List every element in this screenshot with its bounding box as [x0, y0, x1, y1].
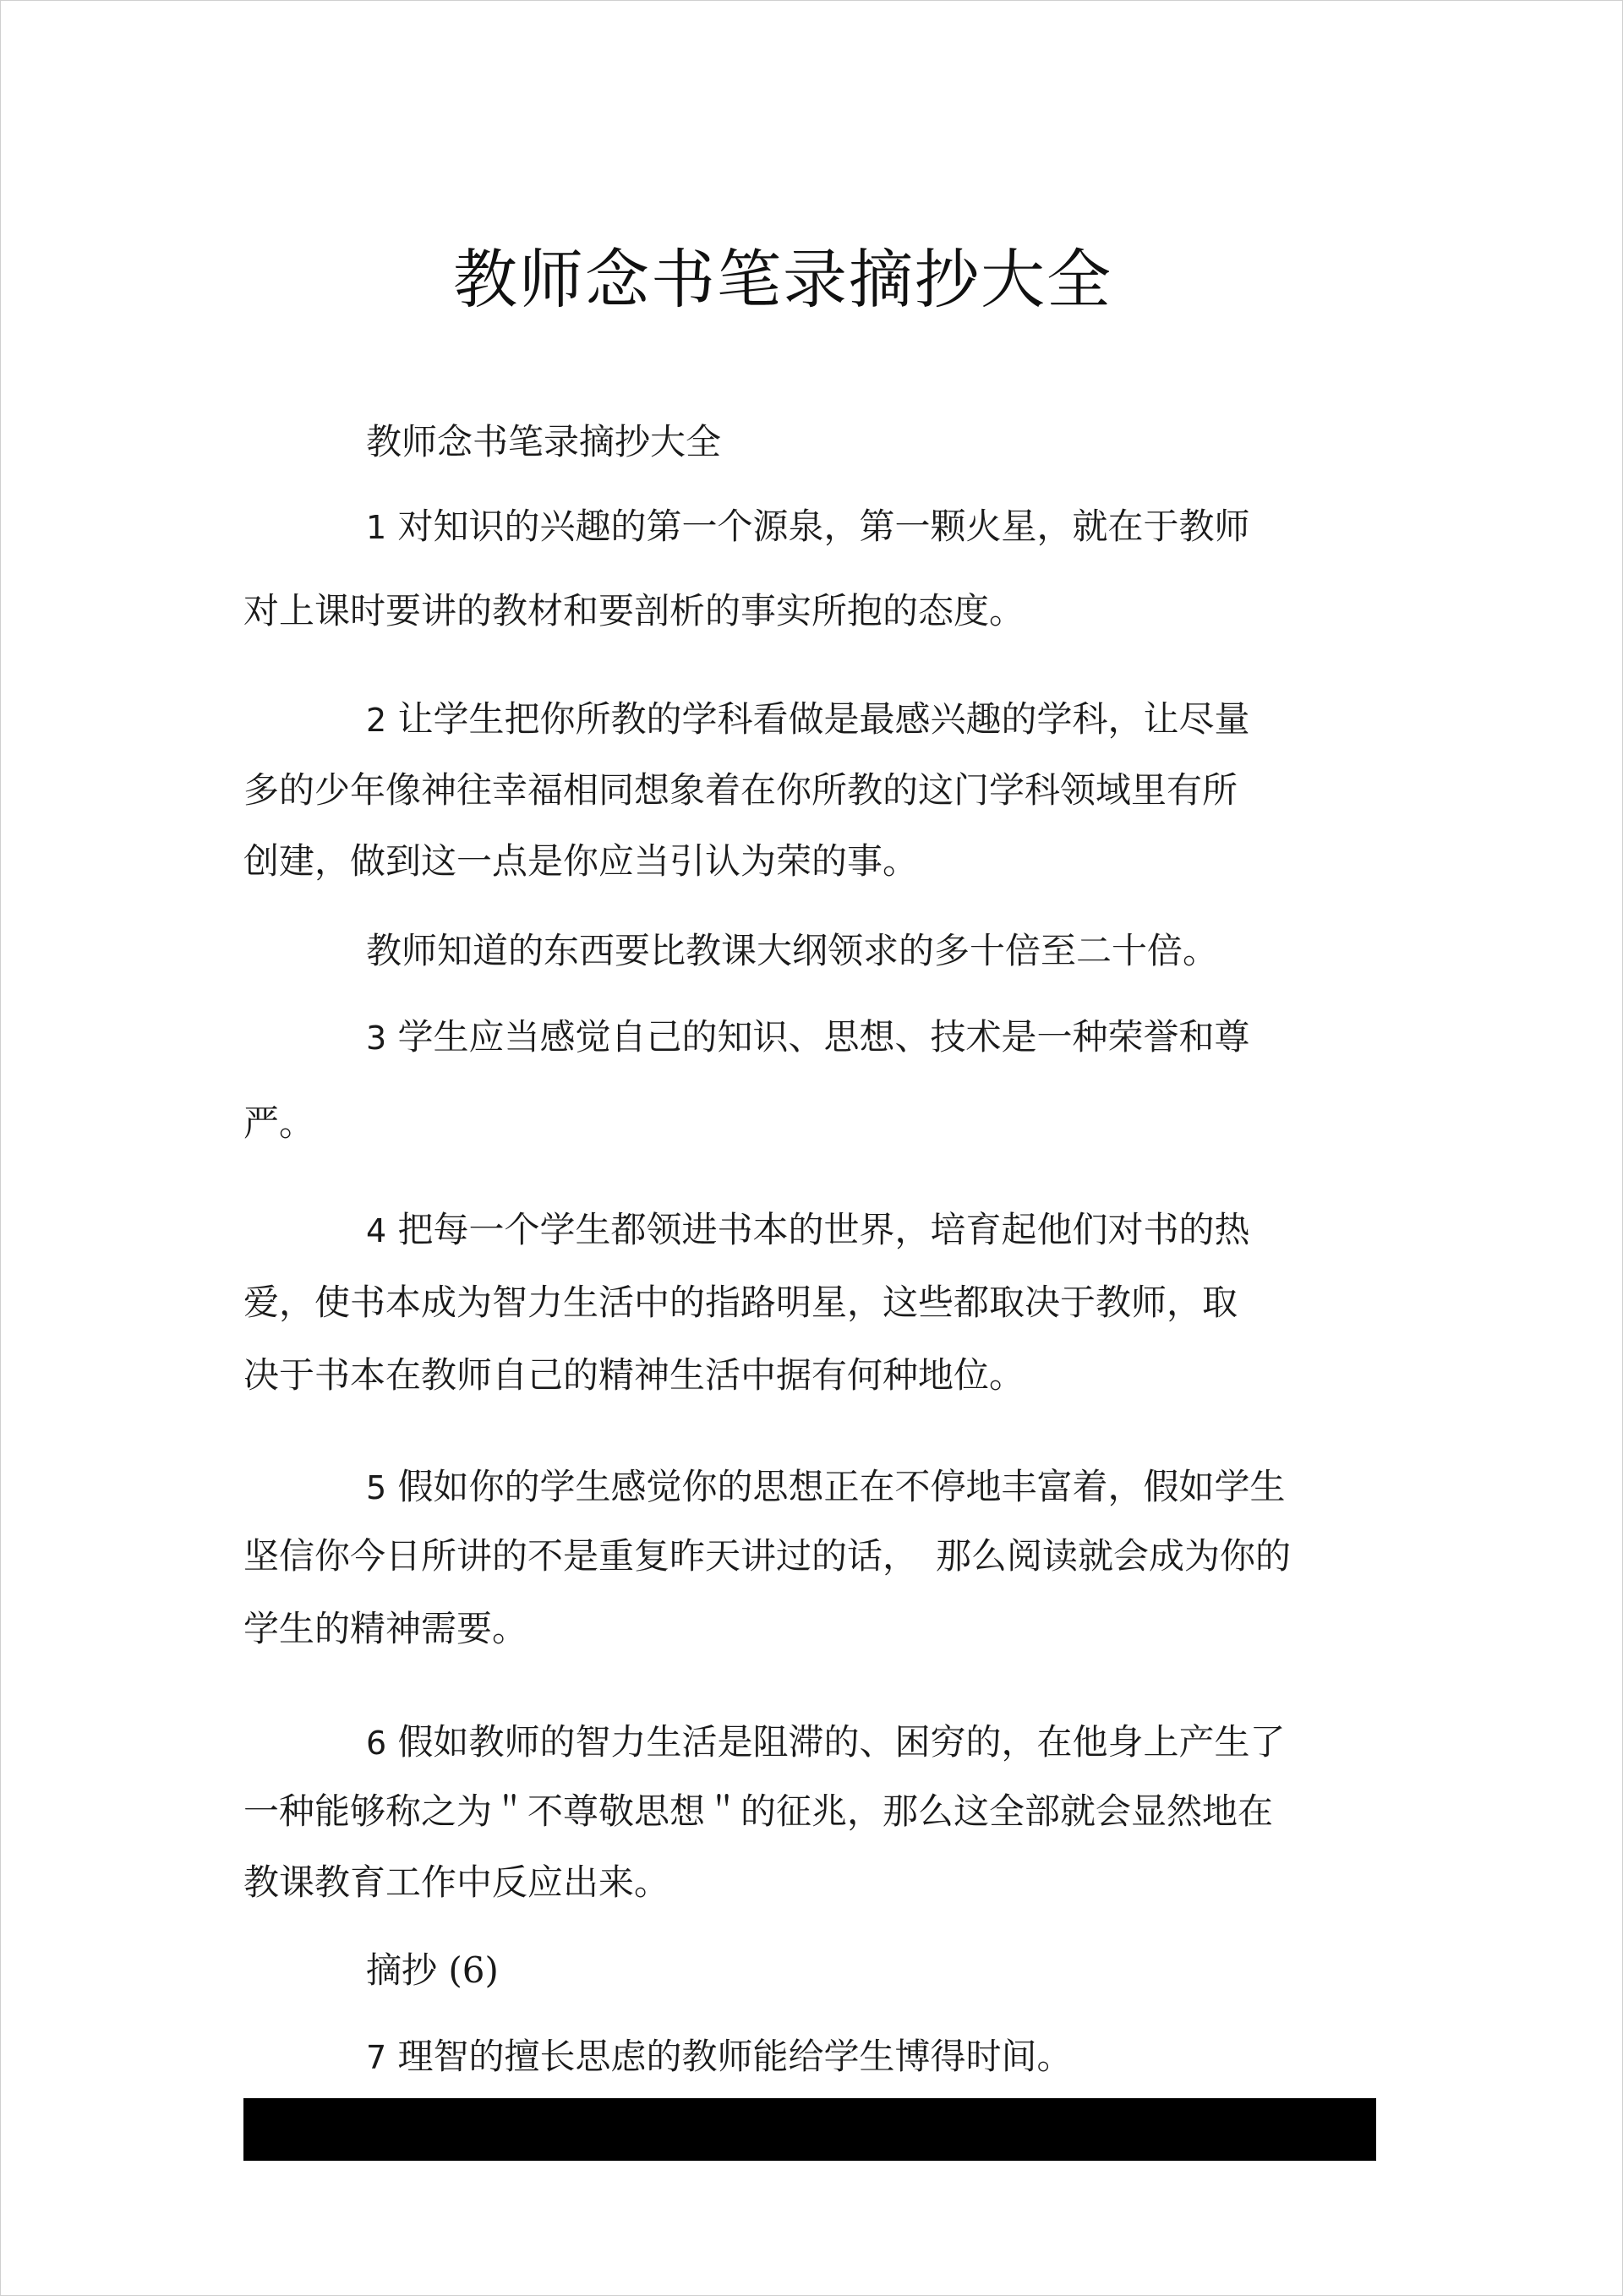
paragraph-2-line-1 [366, 692, 1250, 742]
paragraph-2-line-2: 多的少年像神往幸福相同想象着在你所教的这门学科领域里有所 [243, 769, 1238, 811]
paragraph-4-line-3: 决于书本在教师自己的精神生活中据有何种地位。 [243, 1354, 1025, 1396]
paragraph-3-line-2: 严。 [243, 1102, 315, 1144]
paragraph-2-line-3: 创建，做到这一点是你应当引认为荣的事。 [243, 840, 919, 882]
line-text: 学生应当感觉自己的知识、思想、技术是一种荣誉和尊 [397, 1016, 1250, 1058]
line-text: 假如教师的智力生活是阻滞的、困穷的，在他身上产生了 [397, 1721, 1286, 1763]
paragraph-4-line-1 [366, 1202, 1250, 1253]
item-number: 6 [366, 1725, 387, 1762]
item-number: 1 [366, 509, 387, 546]
excerpt-label: 摘抄 (6) [366, 1949, 499, 1991]
paragraph-1-line-1 [366, 499, 1250, 549]
redaction-bar [243, 2098, 1376, 2161]
line-text: 让学生把你所教的学科看做是最感兴趣的学科，让尽量 [397, 698, 1250, 740]
paragraph-5-line-1 [366, 1459, 1286, 1510]
item-number: 2 [366, 702, 387, 739]
paragraph-6-line-3: 教课教育工作中反应出来。 [243, 1861, 670, 1903]
paragraph-6-line-2: 一种能够称之为＂不尊敬思想＂的征兆，那么这全部就会显然地在 [243, 1790, 1274, 1832]
item-number: 7 [366, 2039, 387, 2076]
paragraph-teacher-knowledge: 教师知道的东西要比教课大纲领求的多十倍至二十倍。 [366, 930, 1219, 971]
paragraph-5-line-3: 学生的精神需要。 [243, 1608, 528, 1649]
line-text: 把每一个学生都领进书本的世界，培育起他们对书的热 [397, 1209, 1250, 1250]
paragraph-7-line-1 [366, 2029, 1073, 2080]
line-text: 理智的擅长思虑的教师能给学生博得时间。 [397, 2036, 1073, 2077]
item-number: 5 [366, 1469, 387, 1506]
document-title: 教师念书笔录摘抄大全 [453, 242, 1112, 317]
line-text: 假如你的学生感觉你的思想正在不停地丰富着，假如学生 [397, 1466, 1286, 1507]
subtitle: 教师念书笔录摘抄大全 [366, 421, 722, 462]
paragraph-1-line-2: 对上课时要讲的教材和要剖析的事实所抱的态度。 [243, 590, 1025, 631]
paragraph-6-line-1 [366, 1714, 1286, 1765]
paragraph-5-line-2: 坚信你今日所讲的不是重复昨天讲过的话， 那么阅读就会成为你的 [243, 1535, 1292, 1577]
paragraph-4-line-2: 爱，使书本成为智力生活中的指路明星，这些都取决于教师，取 [243, 1282, 1238, 1323]
item-number: 3 [366, 1020, 387, 1057]
line-text: 对知识的兴趣的第一个源泉，第一颗火星，就在于教师 [397, 506, 1250, 547]
item-number: 4 [366, 1212, 387, 1249]
paragraph-3-line-1 [366, 1009, 1250, 1060]
